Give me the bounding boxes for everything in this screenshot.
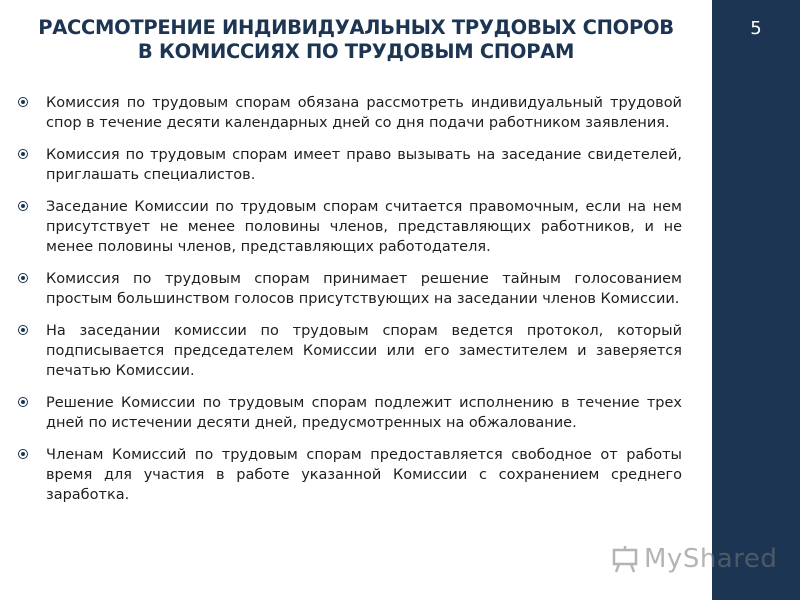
list-item [18, 93, 682, 133]
bullet-icon [18, 149, 28, 159]
bullet-list [18, 93, 682, 517]
title-line-2: В КОМИССИЯХ ПО ТРУДОВЫМ СПОРАМ [137, 40, 575, 63]
list-item [18, 393, 682, 433]
list-item-text: Комиссия по трудовым спорам имеет право вызывать на заседание свидетелей, приглашать специалистов. [46, 147, 682, 183]
watermark [610, 542, 778, 576]
bullet-icon [18, 449, 28, 459]
list-item-text: Решение Комиссии по трудовым спорам подлежит исполнению в течение трех дней по истечении десяти дней, предусмотренных на обжалование. [46, 395, 682, 431]
list-item [18, 321, 682, 381]
slide-title [0, 16, 712, 64]
list-item-text: Заседание Комиссии по трудовым спорам считается правомочным, если на нем присутствует не менее половины членов, представляющих работников, и не менее половины членов, представляющих работодателя. [46, 199, 682, 255]
list-item-text: На заседании комиссии по трудовым спорам ведется протокол, который подписывается председателем Комиссии или его заместителем и заверяется печатью Комиссии. [46, 323, 682, 379]
bullet-icon [18, 201, 28, 211]
list-item-text: Комиссия по трудовым спорам принимает решение тайным голосованием простым большинством голосов присутствующих на заседании членов Комиссии. [46, 271, 682, 307]
bullet-icon [18, 397, 28, 407]
list-item [18, 445, 682, 505]
page-number: 5 [750, 18, 762, 39]
watermark-logo-icon [610, 544, 640, 574]
list-item-text: Членам Комиссий по трудовым спорам предоставляется свободное от работы время для участия в работе указанной Комиссии с сохранением среднего заработка. [46, 447, 682, 503]
list-item [18, 197, 682, 257]
title-line-1: РАССМОТРЕНИЕ ИНДИВИДУАЛЬНЫХ ТРУДОВЫХ СПОРОВ [38, 16, 674, 39]
bullet-icon [18, 273, 28, 283]
bullet-icon [18, 97, 28, 107]
list-item [18, 145, 682, 185]
bullet-icon [18, 325, 28, 335]
list-item [18, 269, 682, 309]
watermark-text: MyShared [644, 544, 778, 574]
sidebar-panel [712, 0, 800, 600]
list-item-text: Комиссия по трудовым спорам обязана рассмотреть индивидуальный трудовой спор в течение десяти календарных дней со дня подачи работником заявления. [46, 95, 682, 131]
